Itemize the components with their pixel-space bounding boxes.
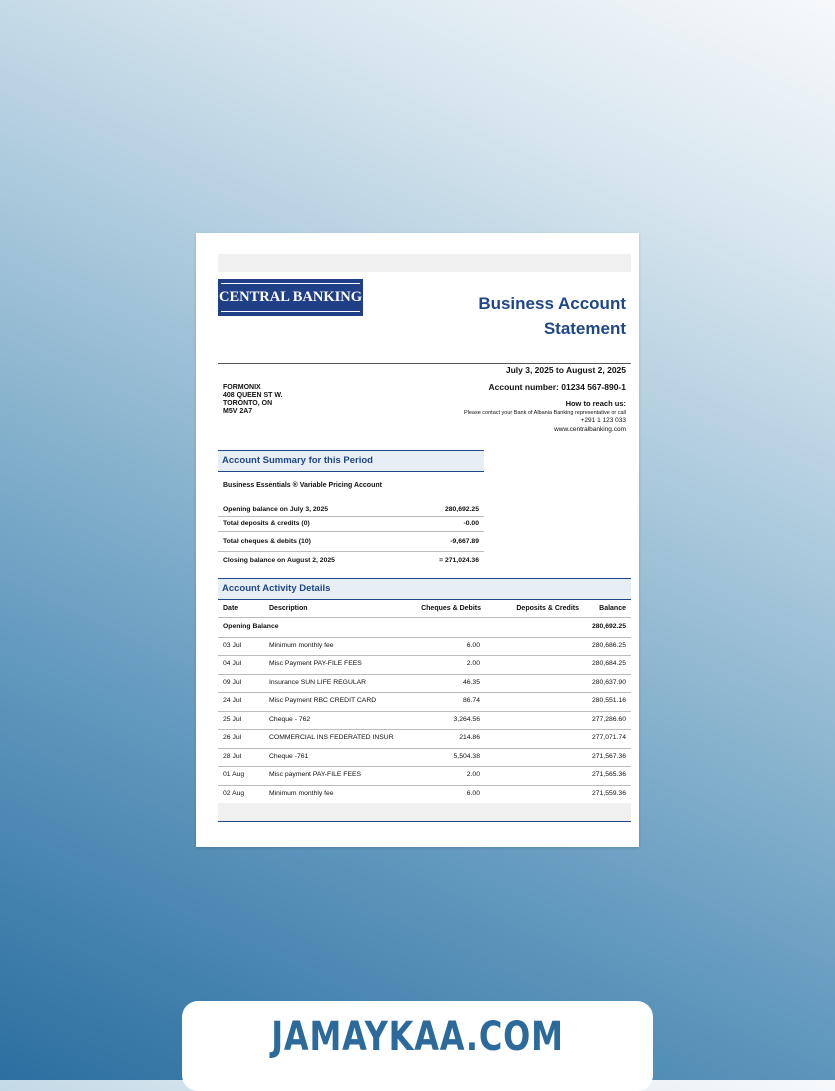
row-debit: 46.35 [462, 679, 480, 686]
opening-balance-value: 280,692.25 [591, 623, 626, 630]
watermark-banner [182, 1001, 653, 1091]
title-line-1: Business Account [478, 294, 626, 313]
row-debit: 6.00 [466, 790, 480, 797]
row-balance: 271,559.36 [591, 790, 626, 797]
address-line-2: 408 QUEEN ST W. [223, 392, 283, 399]
table-row [218, 637, 631, 655]
opening-balance-label: Opening Balance [223, 623, 279, 630]
opening-balance-row [218, 618, 631, 636]
watermark-site: JAMAYKAA.COM [271, 1014, 564, 1060]
product-name: Business Essentials ® Variable Pricing Account [223, 482, 382, 489]
address-line-1: FORMONIX [223, 384, 261, 391]
contact-heading: How to reach us: [565, 399, 626, 408]
table-row [218, 711, 631, 729]
contact-info [464, 400, 626, 434]
row-date: 04 Jul [223, 660, 242, 667]
row-balance: 277,286.60 [591, 716, 626, 723]
row-balance: 277,071.74 [591, 734, 626, 741]
title-line-2: Statement [543, 319, 626, 338]
table-row [218, 674, 631, 692]
top-band [218, 254, 631, 272]
row-description: Misc Payment RBC CREDIT CARD [269, 697, 377, 704]
row-debit: 5,504.38 [453, 753, 480, 760]
summary-divider [218, 516, 484, 517]
row-debit: 86.74 [462, 697, 480, 704]
table-row [218, 655, 631, 673]
row-balance: 280,684.25 [591, 660, 626, 667]
header-divider [218, 363, 631, 364]
col-header-date: Date [223, 605, 239, 612]
col-header-description: Description [269, 605, 308, 612]
row-date: 01 Aug [223, 771, 245, 778]
bank-logo [218, 279, 363, 316]
col-header-balance: Balance [599, 605, 626, 612]
row-balance: 271,565.36 [591, 771, 626, 778]
row-date: 26 Jul [223, 734, 242, 741]
col-header-credits: Deposits & Credits [516, 605, 579, 612]
summary-divider [218, 551, 484, 552]
summary-label: Closing balance on August 2, 2025 [223, 557, 335, 564]
row-date: 02 Aug [223, 790, 245, 797]
summary-label: Opening balance on July 3, 2025 [223, 506, 329, 513]
table-row [218, 692, 631, 710]
col-header-debits: Cheques & Debits [421, 605, 481, 612]
row-balance: 280,686.25 [591, 642, 626, 649]
row-debit: 2.00 [466, 660, 480, 667]
bottom-band [218, 803, 631, 822]
row-description: Cheque -761 [269, 753, 309, 760]
row-debit: 214.86 [459, 734, 480, 741]
row-date: 03 Jul [223, 642, 242, 649]
row-debit: 2.00 [466, 771, 480, 778]
contact-note: Please contact your Bank of Albania Banking representative or call [463, 409, 626, 416]
row-date: 25 Jul [223, 716, 242, 723]
row-debit: 6.00 [466, 642, 480, 649]
table-row [218, 785, 631, 803]
row-description: Minimum monthly fee [269, 790, 334, 797]
summary-divider [218, 531, 484, 532]
address-line-4: M5V 2A7 [223, 408, 253, 415]
row-balance: 280,637.90 [591, 679, 626, 686]
row-date: 09 Jul [223, 679, 242, 686]
activity-section-header: Account Activity Details [218, 578, 631, 600]
row-balance: 280,551.16 [591, 697, 626, 704]
customer-address [223, 384, 283, 416]
row-description: Misc payment PAY-FILE FEES [269, 771, 362, 778]
row-description: Minimum monthly fee [269, 642, 334, 649]
summary-value: 280,692.25 [444, 506, 479, 513]
bank-name: CENTRAL BANKING [218, 289, 362, 305]
summary-value: = 271,024.36 [439, 557, 479, 564]
address-line-3: TORONTO, ON [223, 400, 273, 407]
summary-section-header: Account Summary for this Period [218, 450, 484, 472]
row-description: COMMERCIAL INS FEDERATED INSUR [269, 734, 394, 741]
table-row [218, 729, 631, 747]
contact-phone: +291 1 123 033 [580, 417, 626, 424]
table-row [218, 748, 631, 766]
summary-value: -9,667.89 [450, 538, 479, 545]
row-date: 24 Jul [223, 697, 242, 704]
row-balance: 271,567.36 [591, 753, 626, 760]
table-row [218, 766, 631, 784]
contact-website: www.centralbanking.com [554, 425, 626, 433]
summary-label: Total cheques & debits (10) [223, 538, 311, 545]
row-debit: 3,264.56 [453, 716, 480, 723]
row-description: Cheque - 762 [269, 716, 311, 723]
summary-label: Total deposits & credits (0) [223, 520, 310, 527]
row-date: 28 Jul [223, 753, 242, 760]
row-description: Misc Payment PAY-FILE FEES [269, 660, 362, 667]
row-description: Insurance SUN LIFE REGULAR [269, 679, 367, 686]
summary-value: -0.00 [463, 520, 479, 527]
statement-page [196, 233, 639, 847]
statement-period: July 3, 2025 to August 2, 2025 [505, 365, 626, 375]
account-number: Account number: 01234 567-890-1 [488, 382, 626, 392]
statement-title [478, 291, 626, 341]
